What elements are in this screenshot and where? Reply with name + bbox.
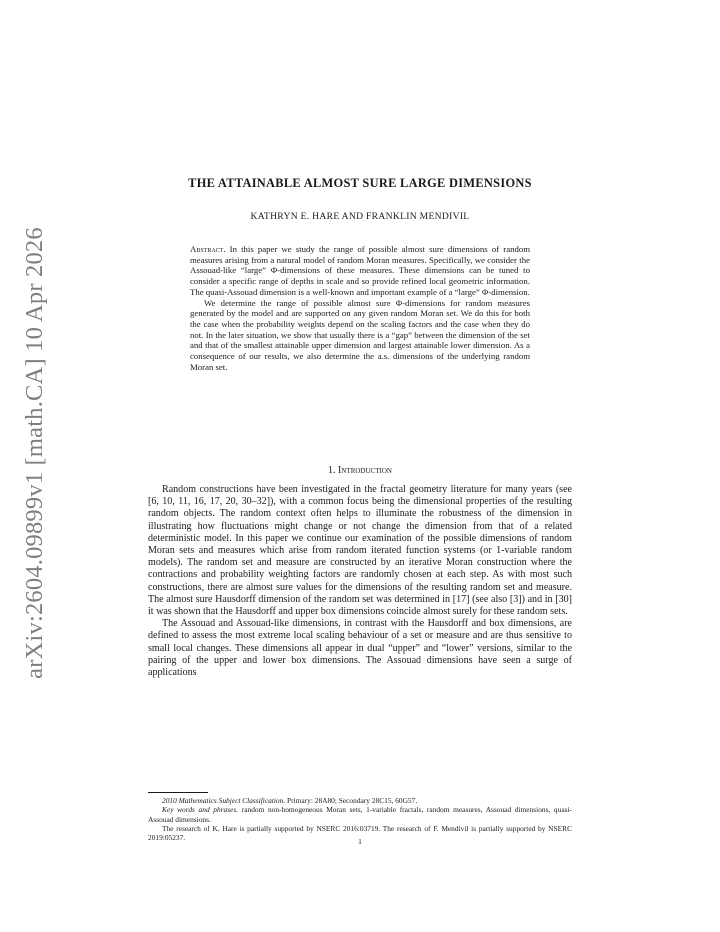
footnotes [148,796,572,842]
footnote-msc [148,796,572,805]
paper-title: THE ATTAINABLE ALMOST SURE LARGE DIMENSIONS [188,176,532,190]
footnote-msc-label: 2010 Mathematics Subject Classification. [162,796,286,805]
page-number: 1 [358,837,362,846]
abstract [190,244,530,372]
arxiv-stamp [20,226,50,679]
footnote-keywords-label: Key words and phrases. [162,805,239,815]
section-number: 1. [328,465,336,476]
abstract-label: Abstract. [190,244,226,254]
footnote-msc-text: Primary: 28A80; Secondary 28C15, 60G57. [287,796,418,805]
section-title: Introduction [338,465,392,476]
abstract-text-1: In this paper we study the range of possible almost sure dimensions of random measures arising from a natural model of random Moran measures. Specifically, we consider the Assouad-like “large” Φ-dimensions of these measures. These dimensions can be tuned to consider a specific range of depths in scale and so provide refined local geometric information. The quasi-Assouad dimension is a well-known and important example of a “large” Φ-dimension. [190,244,531,297]
arxiv-identifier: arXiv:2604.09899v1 [math.CA] 10 Apr 2026 [21,226,48,679]
body-paragraph-1: Random constructions have been investigated in the fractal geometry literature for many years (see [6, 10, 11, 16, 17, 20, 30–32]), with a common focus being the dimensional properties of the resulting random objects. The random context often helps to illuminate the robustness of the dimension in illustrating how fluctuations might change or not change the dimension from that of a related deterministic model. In this paper we continue our examination of the possible dimensions of random Moran sets and measures which arise from random iterated function systems (or 1-variable random models). The random set and measure are constructed by an iterative Moran construction where the contractions and probability weighting factors are randomly chosen at each step. As with most such constructions, there are almost sure values for the dimensions of the resulting random set and measure. The almost sure Hausdorff dimension of the random set was determined in [17] (see also [3]) and in [30] it was shown that the Hausdorff and upper box dimensions coincide almost surely for these random sets. [148,484,572,618]
section-heading [100,465,620,476]
abstract-paragraph-2: We determine the range of possible almost sure Φ-dimensions for random measures generated by the model and are supported on any given random Moran set. We do this for both the case when the probability weights depend on the scaling factors and the case when they do not. In the later situation, we show that usually there is a “gap” between the dimension of the set and that of the smallest attainable upper dimension and largest attainable lower dimension. As a consequence of our results, we also determine the a.s. dimensions of the underlying random Moran set. [190,297,530,372]
footnote-rule [148,792,208,793]
footnote-funding: The research of K. Hare is partially supported by NSERC 2016:03719. The research of F. Mendivil is partially supported by NSERC 2019:05237. [148,823,572,843]
abstract-paragraph-1 [190,244,530,298]
body-text [148,484,572,679]
paper-authors: KATHRYN E. HARE AND FRANKLIN MENDIVIL [250,211,470,222]
body-paragraph-2: The Assouad and Assouad-like dimensions, in contrast with the Hausdorff and box dimensions, are defined to assess the most extreme local scaling behaviour of a set or measure and are thus sensitive to small local changes. These dimensions all appear in dual “upper” and “lower” versions, similar to the pairing of the upper and lower box dimensions. The Assouad dimensions have seen a surge of applications [148,618,572,679]
footnote-keywords-text: random non-homogeneous Moran sets, 1-variable fractals, random measures, Assouad dimensions, quasi-Assouad dimensions. [148,805,572,824]
footnote-keywords [148,805,572,824]
